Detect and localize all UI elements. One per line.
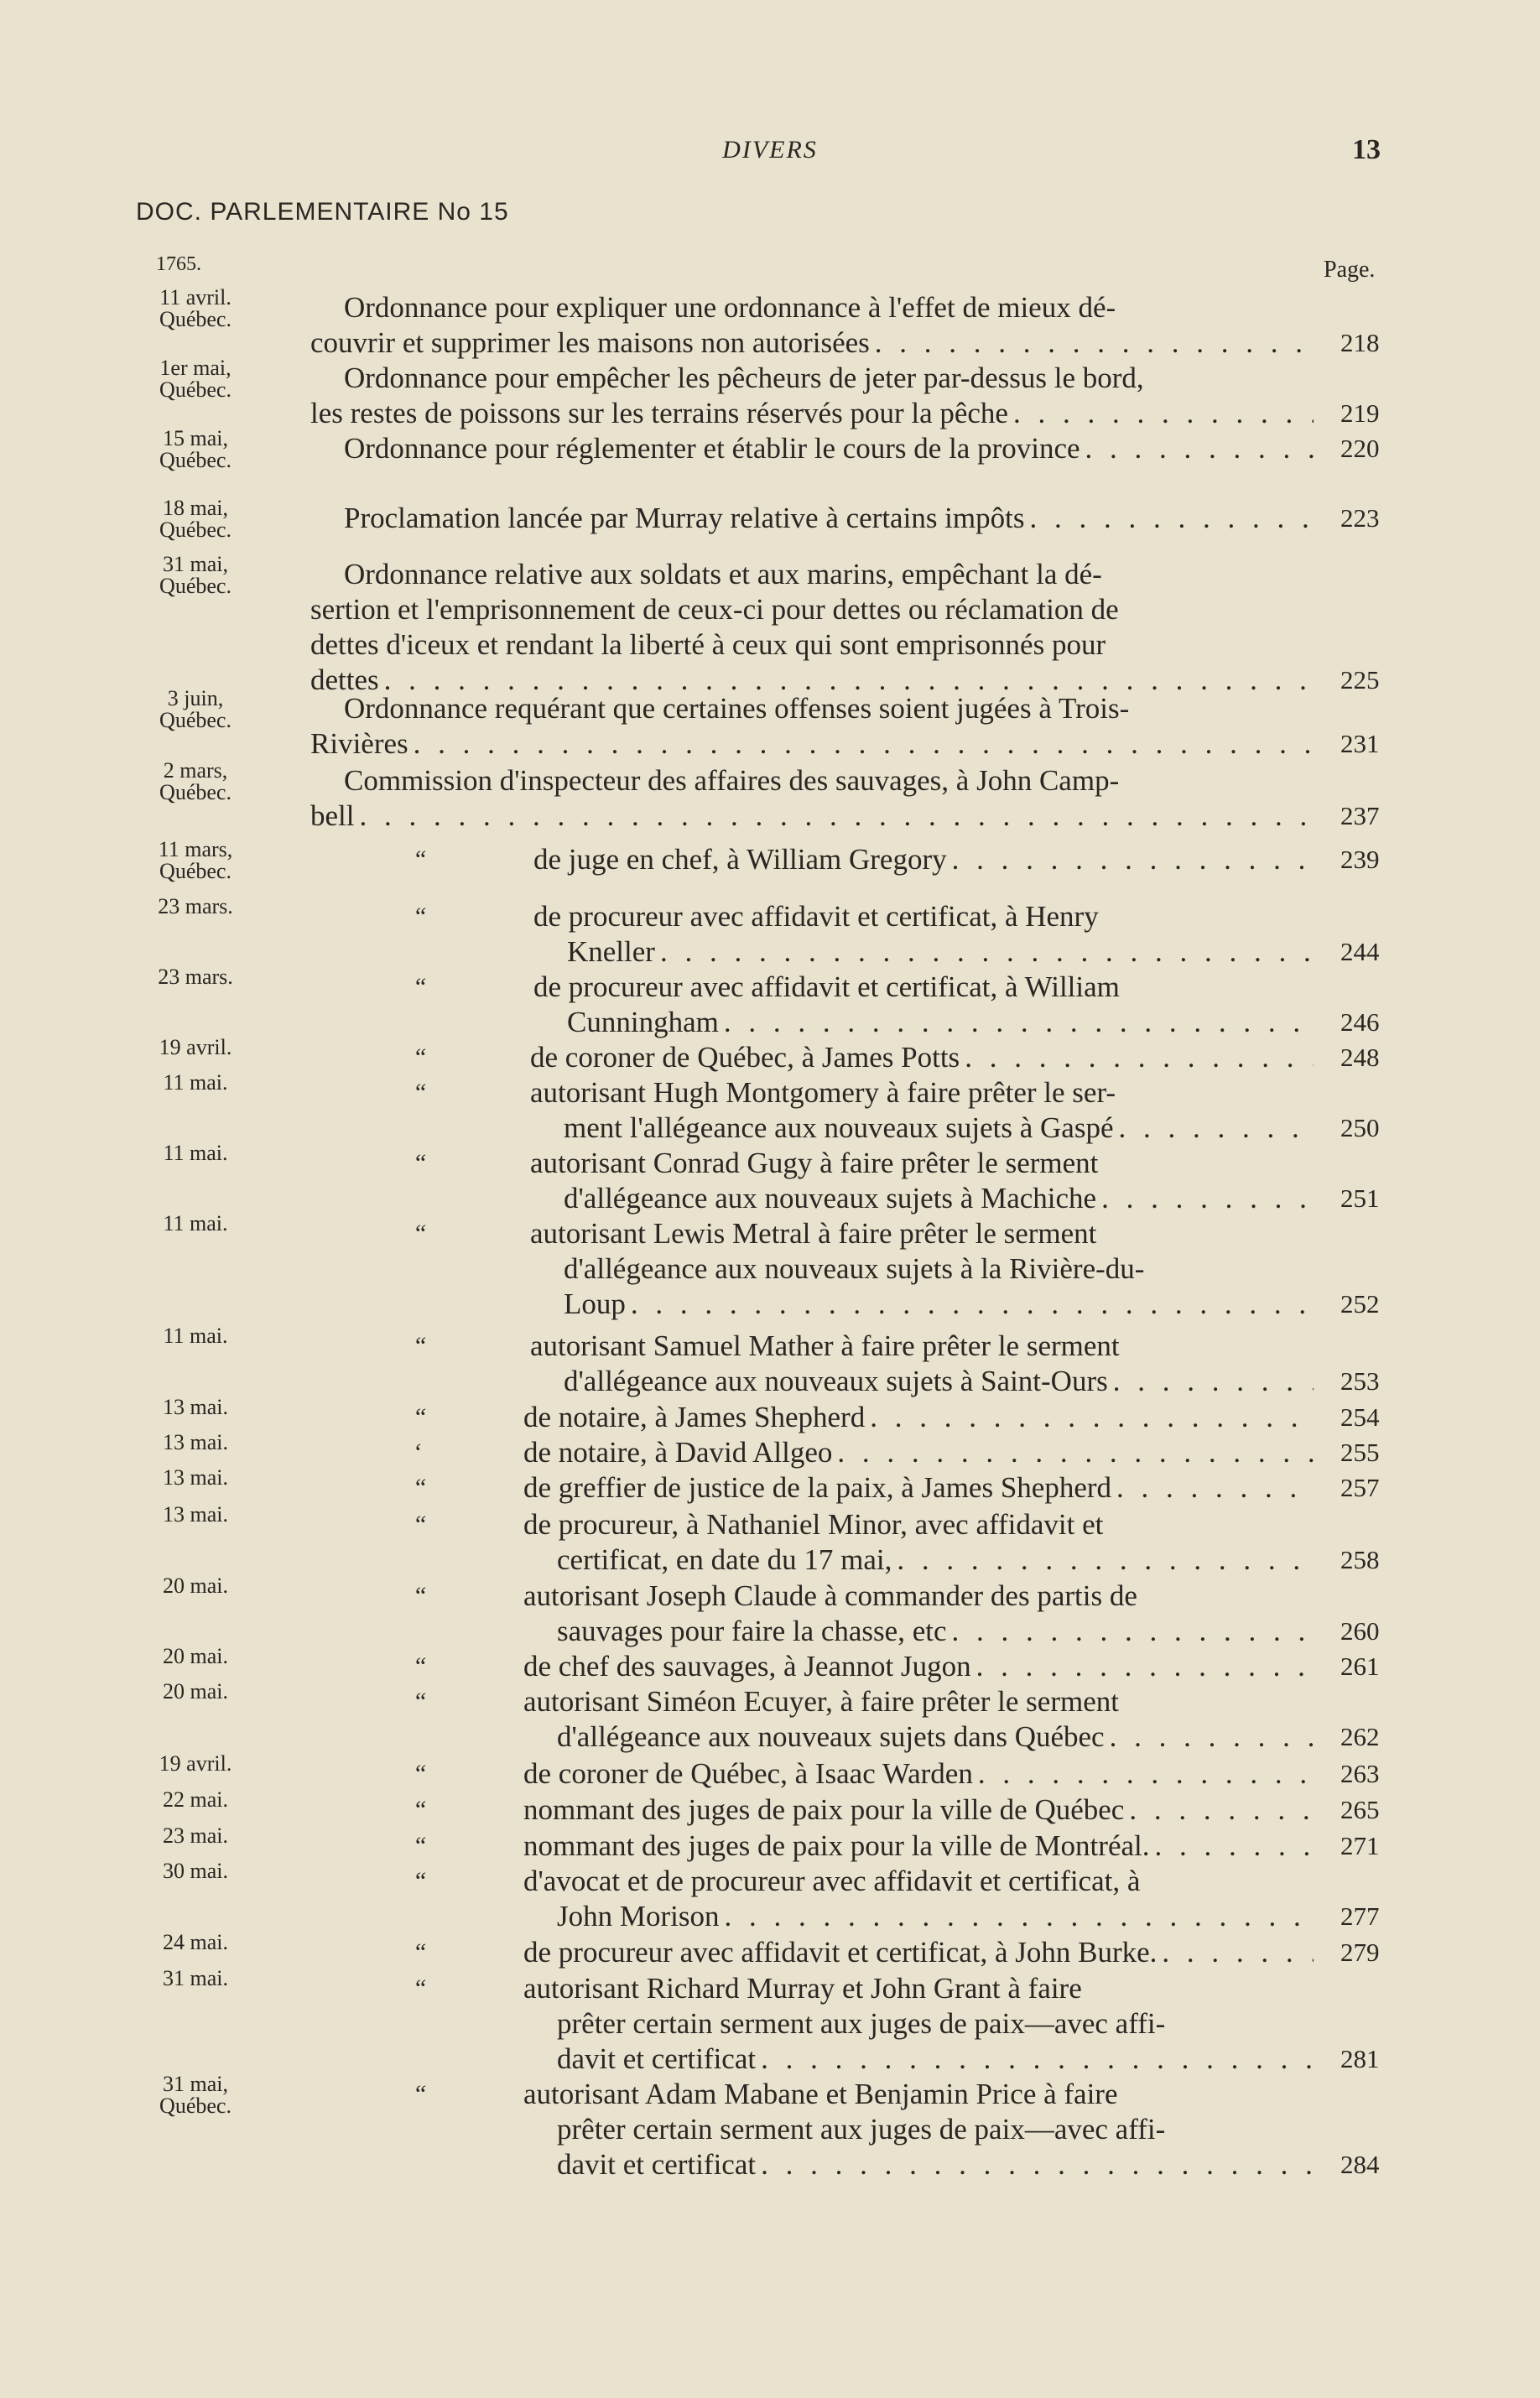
leader-dots [960,1040,1314,1075]
entry-text [523,1971,1314,2077]
leader-dots [832,1435,1314,1470]
entry-page-number: 281 [1340,2044,1380,2073]
leader-dots [354,798,1314,834]
running-title: DIVERS [722,136,818,164]
entry-text-line: dettes [310,663,379,696]
leader-dots [1080,431,1314,466]
entry-text [310,361,1314,431]
entry-text-line: autorisant Joseph Claude à commander des partis de [523,1579,1137,1612]
entry-text [523,1400,1314,1435]
entry-text-line: de procureur avec affidavit et certificat, à Henry [533,900,1099,933]
entry-date [124,1213,267,1235]
entry-page-number: 220 [1340,434,1380,463]
leader-dots [756,2042,1314,2077]
entry-date [124,1932,267,1953]
entry-text-line: de chef des sauvages, à Jeannot Jugon [523,1650,971,1683]
entry-text-line: couvrir et supprimer les maisons non autorisées [310,326,870,359]
ditto-mark: “ [413,1220,427,1247]
entry-date-line: 11 mai. [163,1324,228,1348]
entry-text-line: sauvages pour faire la chasse, etc [557,1615,947,1647]
ditto-mark: “ [413,1474,427,1501]
entry-text-line: autorisant Adam Mabane et Benjamin Price à faire [523,2078,1118,2110]
entry-page-number: 258 [1340,1545,1380,1574]
entry-text [310,501,1314,536]
entry-text-line: davit et certificat [557,2042,757,2075]
entry-text-line: d'allégeance aux nouveaux sujets à Machiche [564,1182,1097,1215]
entry-date-line: 22 mai. [163,1787,228,1812]
entry-page-number: 262 [1340,1722,1380,1751]
entry-page-number: 251 [1340,1183,1380,1213]
entry-text-line: prêter certain serment aux juges de paix—avec affi- [557,2113,1166,2146]
entry-text-line: de notaire, à David Allgeo [523,1436,833,1469]
entry-page-number: 254 [1340,1402,1380,1432]
entry-date-line: 13 mai. [163,1465,228,1490]
leader-dots [947,842,1314,877]
ditto-mark: “ [413,1079,427,1106]
entry-text-line: autorisant Lewis Metral à faire prêter le serment [530,1217,1097,1250]
entry-text-line: de greffier de justice de la paix, à James Shepherd [523,1471,1112,1504]
entry-date-line: 11 mai. [163,1141,228,1165]
ditto-mark: “ [413,1760,427,1787]
entry-date-line: 23 mai. [163,1823,228,1848]
entry-date-line: 13 mai. [163,1430,228,1454]
entry-date-line: 11 mai. [163,1211,228,1235]
entry-date-line: 31 mai. [163,1966,228,1990]
entry-text-line: de procureur avec affidavit et certificat, à William [533,970,1120,1003]
leader-dots [1149,1828,1314,1864]
ditto-mark: “ [413,1511,427,1538]
entry-text [523,1864,1314,1934]
entry-page-number: 250 [1340,1113,1380,1142]
ditto-mark: “ [413,903,427,930]
entry-text-line: de coroner de Québec, à Isaac Warden [523,1757,973,1790]
entry-page-number: 225 [1340,665,1380,694]
entry-text-line: autorisant Hugh Montgomery à faire prêter le ser- [530,1076,1116,1109]
leader-dots [719,1005,1314,1040]
entry-text [523,1435,1314,1470]
entry-page-number: 253 [1340,1366,1380,1396]
entry-text [530,1216,1314,1322]
leader-dots [720,1899,1314,1934]
entry-date-line: 1er mai, [159,356,232,380]
entry-date-line: 11 avril. [159,285,232,310]
entry-date [124,839,267,882]
entry-date-line: 11 mars, [158,837,233,861]
entry-text [523,1649,1314,1684]
entry-date [124,1575,267,1597]
entry-date-line: Québec. [159,377,232,402]
leader-dots [626,1287,1314,1322]
entry-date [124,688,267,731]
leader-dots [1111,1470,1314,1506]
entry-text-line: davit et certificat [557,2148,757,2181]
entry-text [530,1146,1314,1216]
entry-text [310,290,1314,361]
entry-text [310,557,1314,698]
entry-page-number: 244 [1340,937,1380,966]
ditto-mark: “ [413,1938,427,1966]
entry-text-line: ment l'allégeance aux nouveaux sujets à Gaspé [564,1111,1114,1144]
entry-date [124,760,267,804]
entry-date [124,287,267,330]
entry-text-line: d'allégeance aux nouveaux sujets à la Rivière-du- [564,1252,1145,1285]
ditto-mark: “ [413,1043,427,1071]
entry-date [124,896,267,918]
entry-date [124,1504,267,1526]
entry-date-line: 15 mai, [163,426,228,450]
entry-text [523,2077,1314,2182]
entry-date-line: 2 mars, [163,758,228,783]
ditto-mark: “ [413,1832,427,1860]
entry-page-number: 263 [1340,1759,1380,1788]
leader-dots [947,1614,1314,1649]
leader-dots [1108,1364,1314,1399]
entry-date [124,1968,267,1990]
entry-date-line: 3 juin, [167,686,224,710]
entry-date [124,1789,267,1811]
entry-date [124,1825,267,1847]
entry-text-line: de coroner de Québec, à James Potts [530,1041,960,1074]
entry-date-line: 19 avril. [159,1751,232,1776]
entry-text [533,970,1314,1040]
entry-page-number: 255 [1340,1438,1380,1467]
entry-date-line: 18 mai, [163,496,228,520]
ditto-mark: “ [413,1652,427,1680]
entry-text-line: Proclamation lancée par Murray relative à certains impôts [344,502,1025,534]
entry-page-number: 257 [1340,1473,1380,1502]
entry-page-number: 260 [1340,1616,1380,1646]
entry-date-line: 23 mars. [158,894,233,918]
entry-date-line: Québec. [159,2094,232,2118]
entry-page-number: 277 [1340,1901,1380,1931]
entry-text [310,763,1314,834]
entry-date-line: 20 mai. [163,1574,228,1598]
entry-date-line: 13 mai. [163,1502,228,1527]
leader-dots [870,325,1314,361]
entry-text-line: de procureur avec affidavit et certificat, à John Burke. [523,1936,1158,1969]
entry-text [523,1792,1314,1828]
leader-dots [756,2147,1314,2182]
entry-text-line: de notaire, à James Shepherd [523,1401,866,1433]
entry-date-line: Québec. [159,307,232,331]
entry-date [124,357,267,401]
leader-dots [1105,1719,1314,1755]
entry-text-line: Ordonnance pour expliquer une ordonnance à l'effet de mieux dé- [344,291,1116,324]
entry-date [124,1397,267,1418]
leader-dots [971,1649,1314,1684]
ditto-mark: “ [413,2080,427,2108]
entry-page-number: 219 [1340,398,1380,428]
entry-date-line: Québec. [159,859,232,883]
entry-date [124,1753,267,1775]
entry-text [523,1507,1314,1578]
entry-text-line: autorisant Richard Murray et John Grant à faire [523,1972,1082,2005]
leader-dots [655,934,1314,970]
entry-date [124,497,267,541]
leader-dots [1157,1935,1314,1970]
entry-date-line: 23 mars. [158,965,233,989]
entry-date-line: Québec. [159,448,232,472]
entry-text [523,1684,1314,1755]
entry-text [523,1756,1314,1792]
leader-dots [1008,396,1314,431]
leader-dots [865,1400,1314,1435]
entry-date [124,1646,267,1667]
entry-text-line: Ordonnance pour réglementer et établir le cours de la province [344,432,1080,465]
entry-date [124,1432,267,1454]
entry-date [124,1072,267,1094]
entry-page-number: 218 [1340,328,1380,357]
entry-date [124,2073,267,2117]
entry-page-number: 237 [1340,801,1380,830]
entry-text-line: de procureur, à Nathaniel Minor, avec affidavit et [523,1508,1104,1541]
ditto-mark: “ [413,1403,427,1431]
entry-text-line: autorisant Samuel Mather à faire prêter le serment [530,1329,1120,1362]
entry-page-number: 223 [1340,503,1380,533]
entry-text [533,842,1314,877]
entry-date-line: 19 avril. [159,1035,232,1059]
entry-text [523,1935,1314,1970]
entry-text-line: d'allégeance aux nouveaux sujets à Saint-Ours [564,1365,1108,1397]
ditto-mark: “ [413,1332,427,1360]
entry-page-number: 239 [1340,845,1380,874]
entry-date-line: 20 mai. [163,1679,228,1704]
entry-text-line: bell [310,799,355,832]
entry-page-number: 248 [1340,1043,1380,1072]
entry-text-line: Ordonnance requérant que certaines offenses soient jugées à Trois- [344,692,1130,725]
entry-text-line: d'allégeance aux nouveaux sujets dans Québec [557,1720,1105,1753]
entry-text [523,1828,1314,1864]
entry-date-line: Québec. [159,518,232,542]
entry-text-line: de juge en chef, à William Gregory [533,843,947,876]
entry-date-line: 11 mai. [163,1070,228,1095]
entry-text-line: nommant des juges de paix pour la ville de Montréal. [523,1829,1150,1862]
entry-text-line: Commission d'inspecteur des affaires des sauvages, à John Camp- [344,764,1120,797]
entry-page-number: 231 [1340,729,1380,758]
entry-text [530,1329,1314,1399]
entry-text [523,1470,1314,1506]
ditto-mark: ‘ [413,1438,421,1466]
entry-page-number: 271 [1340,1831,1380,1860]
entry-date [124,1142,267,1164]
entry-date [124,428,267,471]
entry-text-line: John Morison [557,1900,720,1932]
leader-dots [1024,501,1314,536]
entry-text-line: Rivières [310,727,408,760]
entry-text-line: les restes de poissons sur les terrains réservés pour la pêche [310,397,1008,429]
entry-date-line: 24 mai. [163,1930,228,1954]
entry-date [124,1681,267,1703]
year-label: 1765. [156,253,201,275]
leader-dots [1124,1792,1314,1828]
entry-date-line: 30 mai. [163,1859,228,1883]
entry-page-number: 261 [1340,1652,1380,1681]
entry-text [530,1040,1314,1075]
entry-text-line: prêter certain serment aux juges de paix—avec affi- [557,2007,1166,2040]
leader-dots [1114,1111,1314,1146]
leader-dots [1096,1181,1314,1216]
leader-dots [973,1756,1314,1792]
entry-date-line: 31 mai, [163,2072,228,2096]
entry-text [533,899,1314,970]
entry-date-line: Québec. [159,708,232,732]
entry-text-line: Kneller [567,935,655,968]
page-number: 13 [1352,134,1381,165]
entry-text-line: Ordonnance relative aux soldats et aux marins, empêchant la dé- [344,558,1102,590]
entry-text-line: dettes d'iceux et rendant la liberté à ceux qui sont emprisonnés pour [310,628,1106,661]
entry-date [124,1860,267,1882]
entry-text-line: sertion et l'emprisonnement de ceux-ci pour dettes ou réclamation de [310,593,1119,626]
entry-text [310,431,1314,466]
leader-dots [892,1542,1314,1578]
page-column-label: Page. [1324,257,1376,283]
entry-date [124,554,267,597]
entry-page-number: 284 [1340,2150,1380,2179]
entry-text-line: Loup [564,1287,626,1320]
ditto-mark: “ [413,1796,427,1823]
entry-date-line: 13 mai. [163,1395,228,1419]
ditto-mark: “ [413,1149,427,1177]
entry-text-line: autorisant Conrad Gugy à faire prêter le serment [530,1147,1099,1179]
leader-dots [408,726,1314,762]
entry-text-line: Cunningham [567,1006,719,1038]
entry-page-number: 279 [1340,1938,1380,1967]
entry-text-line: certificat, en date du 17 mai, [557,1543,892,1576]
entry-date-line: Québec. [159,780,232,804]
entry-page-number: 246 [1340,1007,1380,1037]
ditto-mark: “ [413,1867,427,1895]
entry-page-number: 265 [1340,1795,1380,1824]
document-header: DOC. PARLEMENTAIRE No 15 [136,198,509,226]
entry-date [124,1325,267,1347]
entry-text [523,1579,1314,1649]
entry-text-line: Ordonnance pour empêcher les pêcheurs de jeter par-dessus le bord, [344,362,1144,394]
ditto-mark: “ [413,845,427,873]
entry-text [310,691,1314,762]
ditto-mark: “ [413,1688,427,1715]
entry-date [124,966,267,988]
entry-date [124,1467,267,1489]
entry-date [124,1037,267,1059]
entry-date-line: 20 mai. [163,1644,228,1668]
ditto-mark: “ [413,1974,427,2002]
entry-text-line: autorisant Siméon Ecuyer, à faire prêter le serment [523,1685,1119,1718]
entry-page-number: 252 [1340,1289,1380,1319]
entry-text-line: nommant des juges de paix pour la ville de Québec [523,1793,1125,1826]
ditto-mark: “ [413,973,427,1001]
entry-text [530,1075,1314,1146]
ditto-mark: “ [413,1582,427,1610]
entry-date-line: 31 mai, [163,552,228,576]
entry-text-line: d'avocat et de procureur avec affidavit et certificat, à [523,1865,1141,1897]
entry-date-line: Québec. [159,574,232,598]
